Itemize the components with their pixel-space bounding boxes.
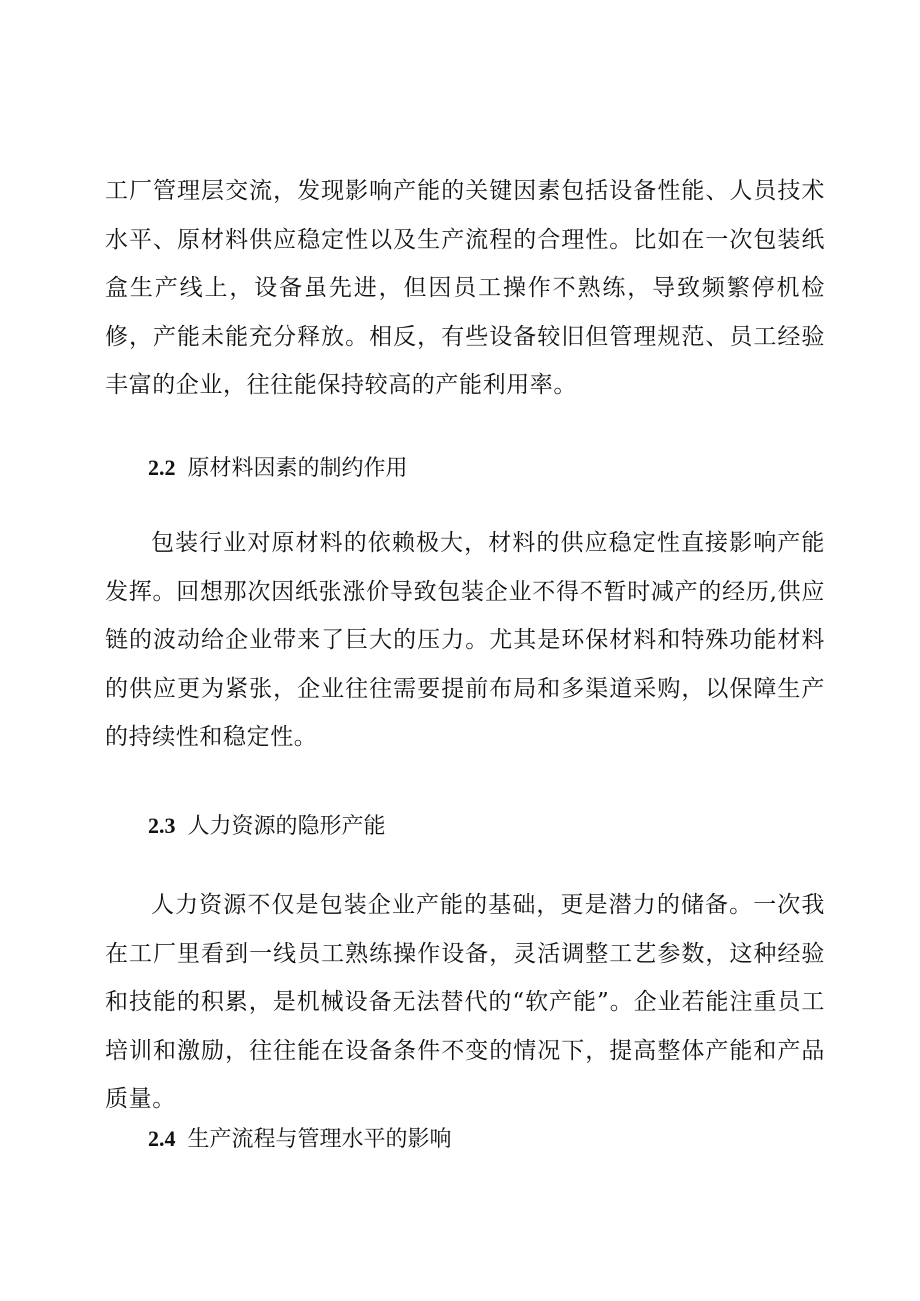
section-title: 原材料因素的制约作用	[187, 456, 408, 481]
body-paragraph-human-resources: 人力资源不仅是包装企业产能的基础，更是潜力的储备。一次我在工厂里看到一线员工熟练操作设备，灵活调整工艺参数，这种经验和技能的积累，是机械设备无法替代的“软产能”。企业若能注重员工培训和激励，往往能在设备条件不变的情况下，提高整体产能和产品质量。	[105, 892, 825, 1112]
section-title: 生产流程与管理水平的影响	[187, 1127, 452, 1152]
section-number: 2.3	[148, 813, 176, 838]
section-number: 2.4	[148, 1126, 176, 1151]
section-title: 人力资源的隐形产能	[187, 814, 386, 839]
section-heading-2-2	[148, 453, 408, 484]
section-heading-2-4	[148, 1124, 452, 1155]
body-paragraph-continued: 工厂管理层交流，发现影响产能的关键因素包括设备性能、人员技术水平、原材料供应稳定性以及生产流程的合理性。比如在一次包装纸盒生产线上，设备虽先进，但因员工操作不熟练，导致频繁停机检修，产能未能充分释放。相反，有些设备较旧但管理规范、员工经验丰富的企业，往往能保持较高的产能利用率。	[105, 178, 825, 398]
section-number: 2.2	[148, 455, 176, 480]
section-heading-2-3	[148, 811, 386, 842]
body-paragraph-raw-materials: 包装行业对原材料的依赖极大，材料的供应稳定性直接影响产能发挥。回想那次因纸张涨价导致包装企业不得不暂时减产的经历,供应链的波动给企业带来了巨大的压力。尤其是环保材料和特殊功能材料的供应更为紧张，企业往往需要提前布局和多渠道采购，以保障生产的持续性和稳定性。	[105, 530, 825, 750]
